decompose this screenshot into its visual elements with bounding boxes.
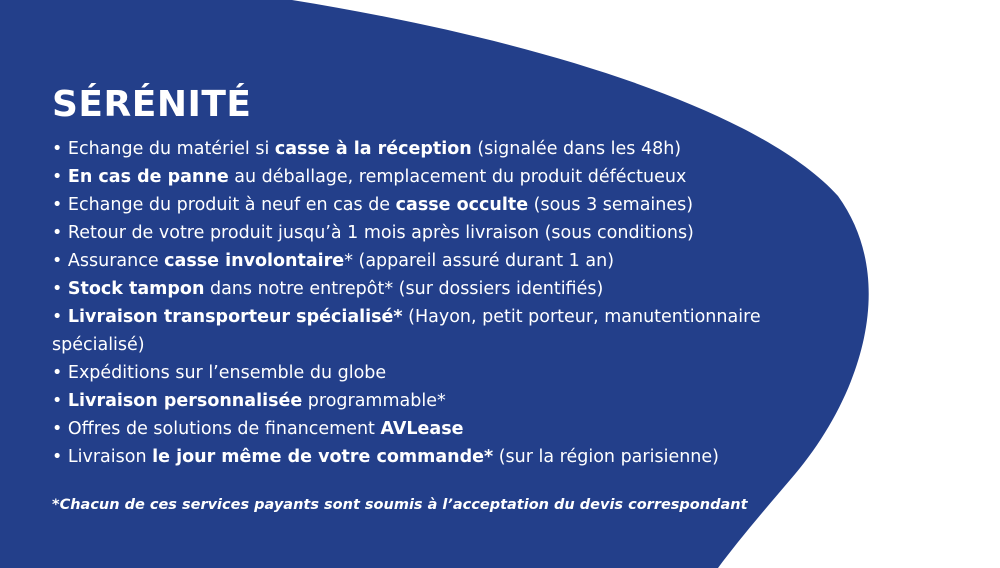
list-item: • Echange du matériel si casse à la réception (signalée dans les 48h) — [52, 139, 682, 159]
bullet: • — [52, 139, 68, 159]
bullet: • — [52, 391, 68, 411]
bullet: • — [52, 419, 68, 439]
highlight-text: Livraison personnalisée — [67, 391, 303, 411]
bullet: • — [52, 363, 68, 383]
section-title: SÉRÉNITÉ — [52, 84, 252, 125]
list-item: • Assurance casse involontaire* (appareil assuré durant 1 an) — [52, 251, 615, 271]
list-item: • Livraison personnalisée programmable* — [52, 391, 446, 411]
highlight-text: casse involontaire — [164, 251, 345, 271]
bullet: • — [52, 279, 68, 299]
list-item: • Livraison le jour même de votre commande* (sur la région parisienne) — [52, 447, 719, 467]
bullet: • — [52, 251, 68, 271]
highlight-text: le jour même de votre commande* — [152, 447, 494, 467]
highlight-text: Livraison transporteur spécialisé* — [67, 307, 403, 327]
list-item: • Stock tampon dans notre entrepôt* (sur dossiers identifiés) — [52, 279, 604, 299]
highlight-text: AVLease — [380, 419, 464, 439]
highlight-text: En cas de panne — [67, 167, 229, 187]
bullet: • — [52, 167, 68, 187]
highlight-text: casse occulte — [395, 195, 529, 215]
serenite-panel — [52, 84, 772, 513]
services-list — [52, 135, 772, 471]
list-item: • En cas de panne au déballage, remplacement du produit déféctueux — [52, 167, 687, 187]
bullet: • — [52, 447, 68, 467]
highlight-text: casse à la réception — [274, 139, 472, 159]
list-item: • Offres de solutions de financement AVLease — [52, 419, 464, 439]
highlight-text: Stock tampon — [67, 279, 205, 299]
bullet: • — [52, 195, 68, 215]
list-item: • Livraison transporteur spécialisé* (Hayon, petit porteur, manutentionnaire spécialisé) — [52, 307, 761, 355]
list-item: • Expéditions sur l’ensemble du globe — [52, 363, 387, 383]
bullet: • — [52, 307, 68, 327]
list-item: • Echange du produit à neuf en cas de casse occulte (sous 3 semaines) — [52, 195, 694, 215]
footnote: *Chacun de ces services payants sont soumis à l’acceptation du devis correspondant — [52, 497, 748, 513]
bullet: • — [52, 223, 68, 243]
list-item: • Retour de votre produit jusqu’à 1 mois après livraison (sous conditions) — [52, 223, 694, 243]
